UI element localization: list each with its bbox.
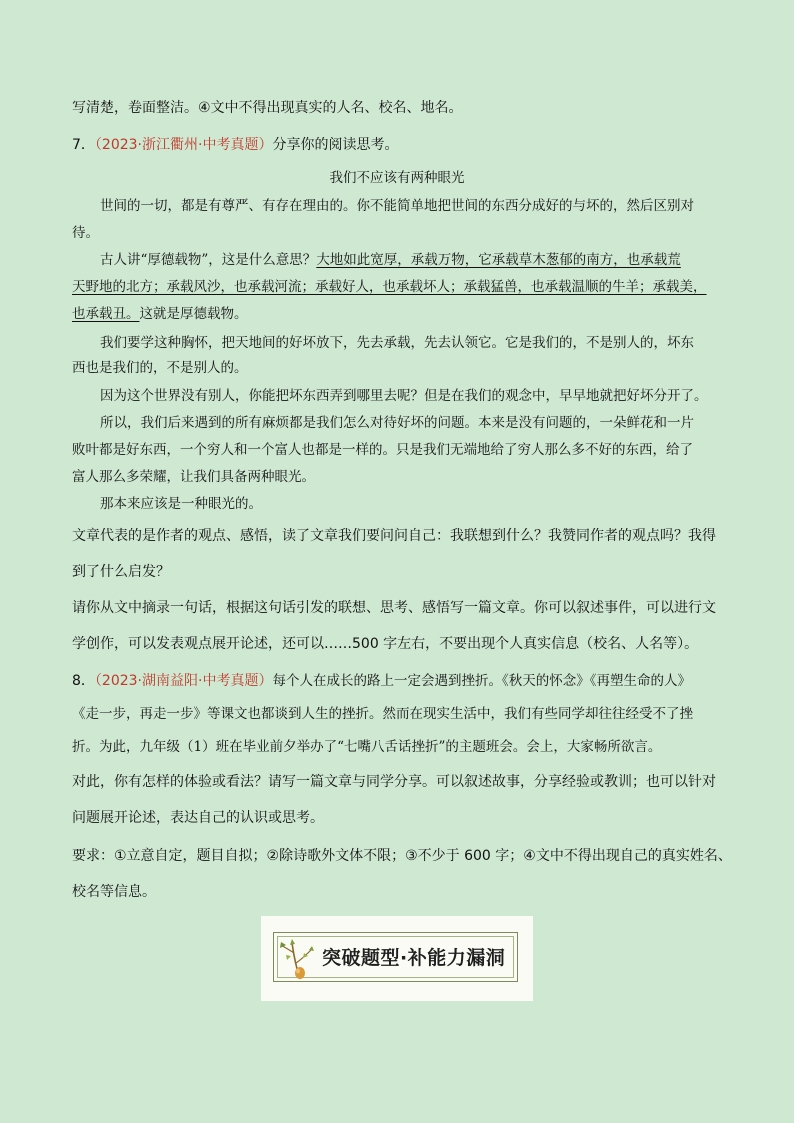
- essay-paragraph-line: [72, 304, 248, 324]
- plant-sprig-icon: [278, 937, 318, 981]
- question-7-header: [72, 135, 398, 155]
- source-close-paren: ）: [258, 137, 273, 153]
- essay-paragraph-line: 我们要学这种胸怀，把天地间的好坏放下，先去承载，先去认领它。它是我们的，不是别人的，坏东: [100, 335, 694, 351]
- banner-title: 突破题型·补能力漏洞: [322, 947, 506, 969]
- essay-paragraph-line: 所以，我们后来遇到的所有麻烦都是我们怎么对待好坏的问题。本来是没有问题的，一朵鲜花和一片: [100, 415, 694, 431]
- source-tag: 2023·浙江衢州·中考真题: [101, 137, 259, 153]
- underlined-text: 天野地的北方；承载风沙，也承载河流；承载好人，也承载坏人；承载猛兽，也承载温顺的牛羊；承载美，: [72, 279, 707, 295]
- question-text-line: 《走一步，再走一步》等课文也都谈到人生的挫折。然而在现实生活中，我们有些同学却往往经受不了挫: [72, 706, 693, 722]
- question-text-line: 折。为此，九年级（1）班在毕业前夕举办了“七嘴八舌话挫折”的主题班会。会上，大家畅所欲言。: [72, 739, 662, 755]
- question-8-header: [72, 671, 691, 691]
- instruction-line: 文章代表的是作者的观点、感悟，读了文章我们要问问自己：我联想到什么？我赞同作者的观点吗？我得: [72, 528, 716, 544]
- source-open-paren: （: [94, 673, 102, 689]
- essay-paragraph-line: 世间的一切，都是有尊严、有存在理由的。你不能简单地把世间的东西分成好的与坏的，然后区别对: [100, 198, 694, 214]
- requirement-line: 校名等信息。: [72, 884, 156, 900]
- essay-text: 古人讲“厚德载物”，这是什么意思？: [100, 252, 317, 268]
- essay-paragraph-line: 那本来应该是一种眼光的。: [100, 496, 262, 512]
- question-number: 8．: [72, 673, 95, 689]
- essay-paragraph-line: 待。: [72, 225, 99, 241]
- essay-paragraph-line: [100, 250, 681, 270]
- essay-paragraph-line: 败叶都是好东西，一个穷人和一个富人也都是一样的。只是我们无端地给了穷人那么多不好的东西，给了: [72, 442, 693, 458]
- question-number: 7．: [72, 137, 95, 153]
- question-prompt: 每个人在成长的路上一定会遇到挫折。《秋天的怀念》《再塑生命的人》: [272, 673, 691, 689]
- instruction-line: 学创作，可以发表观点展开论述，还可以……500 字左右，不要出现个人真实信息（校名、人名等）。: [72, 636, 699, 652]
- banner-frame: [273, 932, 518, 982]
- underlined-text: 大地如此宽厚，承载万物，它承载草木葱郁的南方，也承载荒: [316, 252, 681, 268]
- essay-title: 我们不应该有两种眼光: [329, 170, 465, 186]
- source-tag: 2023·湖南益阳·中考真题: [101, 673, 259, 689]
- instruction-line: 请你从文中摘录一句话，根据这句话引发的联想、思考、感悟写一篇文章。你可以叙述事件，可以进行文: [72, 600, 716, 616]
- instruction-line: 问题展开论述，表达自己的认识或思考。: [72, 810, 324, 826]
- essay-paragraph-line: 因为这个世界没有别人，你能把坏东西弄到哪里去呢？但是在我们的观念中，早早地就把好坏分开了。: [100, 388, 708, 404]
- essay-text: 这就是厚德载物。: [139, 306, 248, 322]
- section-banner: [261, 916, 533, 1001]
- source-close-paren: ）: [258, 673, 273, 689]
- requirement-line: 写清楚，卷面整洁。④文中不得出现真实的人名、校名、地名。: [72, 100, 463, 116]
- instruction-line: 对此，你有怎样的体验或看法？请写一篇文章与同学分享。可以叙述故事，分享经验或教训；也可以针对: [72, 774, 716, 790]
- underlined-text: 也承载丑。: [72, 306, 140, 322]
- question-prompt: 分享你的阅读思考。: [272, 137, 399, 153]
- requirement-line: 要求：①立意自定，题目自拟；②除诗歌外文体不限；③不少于 600 字；④文中不得出现自己的真实姓名、: [72, 848, 732, 864]
- essay-paragraph-line: 富人那么多荣耀，让我们具备两种眼光。: [72, 469, 315, 485]
- source-open-paren: （: [94, 137, 102, 153]
- instruction-line: 到了什么启发？: [72, 564, 170, 580]
- essay-paragraph-line: [72, 277, 707, 297]
- essay-paragraph-line: 西也是我们的，不是别人的。: [72, 360, 248, 376]
